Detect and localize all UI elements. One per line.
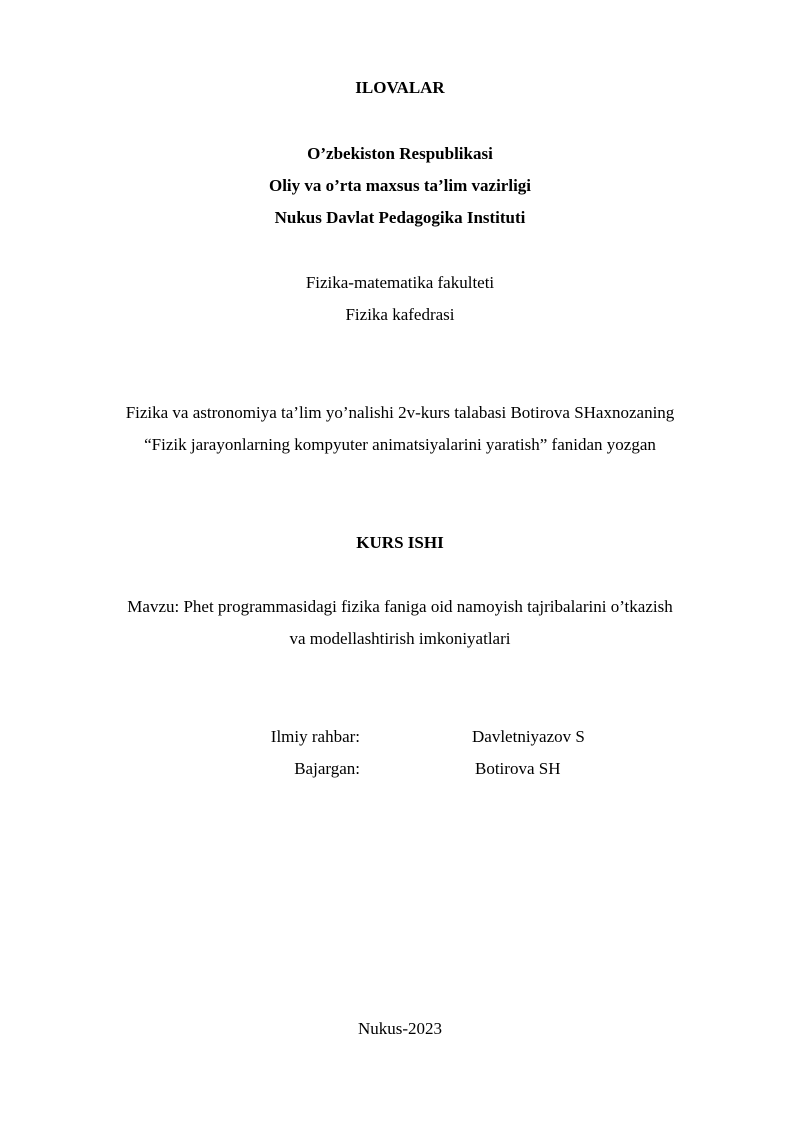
document-heading: ILOVALAR xyxy=(355,78,445,97)
topic-line1: Mavzu: Phet programmasidagi fizika faniga oid namoyish tajribalarini o’tkazish xyxy=(127,597,673,616)
ministry-name: Oliy va o’rta maxsus ta’lim vazirligi xyxy=(268,176,532,195)
place-year-footer: Nukus-2023 xyxy=(357,1019,443,1038)
department-name: Fizika kafedrasi xyxy=(345,305,455,324)
faculty-name: Fizika-matematika fakulteti xyxy=(305,273,495,292)
topic-line2: va modellashtirish imkoniyatlari xyxy=(289,629,511,648)
student-info-line2: “Fizik jarayonlarning kompyuter animatsiyalarini yaratish” fanidan yozgan xyxy=(144,435,656,454)
performer-label: Bajargan: xyxy=(294,759,360,778)
supervisor-label: Ilmiy rahbar: xyxy=(270,727,360,746)
institute-name: Nukus Davlat Pedagogika Instituti xyxy=(274,208,526,227)
performer-name: Botirova SH xyxy=(475,759,561,778)
country-name: O’zbekiston Respublikasi xyxy=(307,144,493,163)
student-info-line1: Fizika va astronomiya ta’lim yo’nalishi 2v-kurs talabasi Botirova SHaxnozaning xyxy=(125,403,675,422)
work-type-title: KURS ISHI xyxy=(356,533,444,552)
supervisor-name: Davletniyazov S xyxy=(472,727,585,746)
